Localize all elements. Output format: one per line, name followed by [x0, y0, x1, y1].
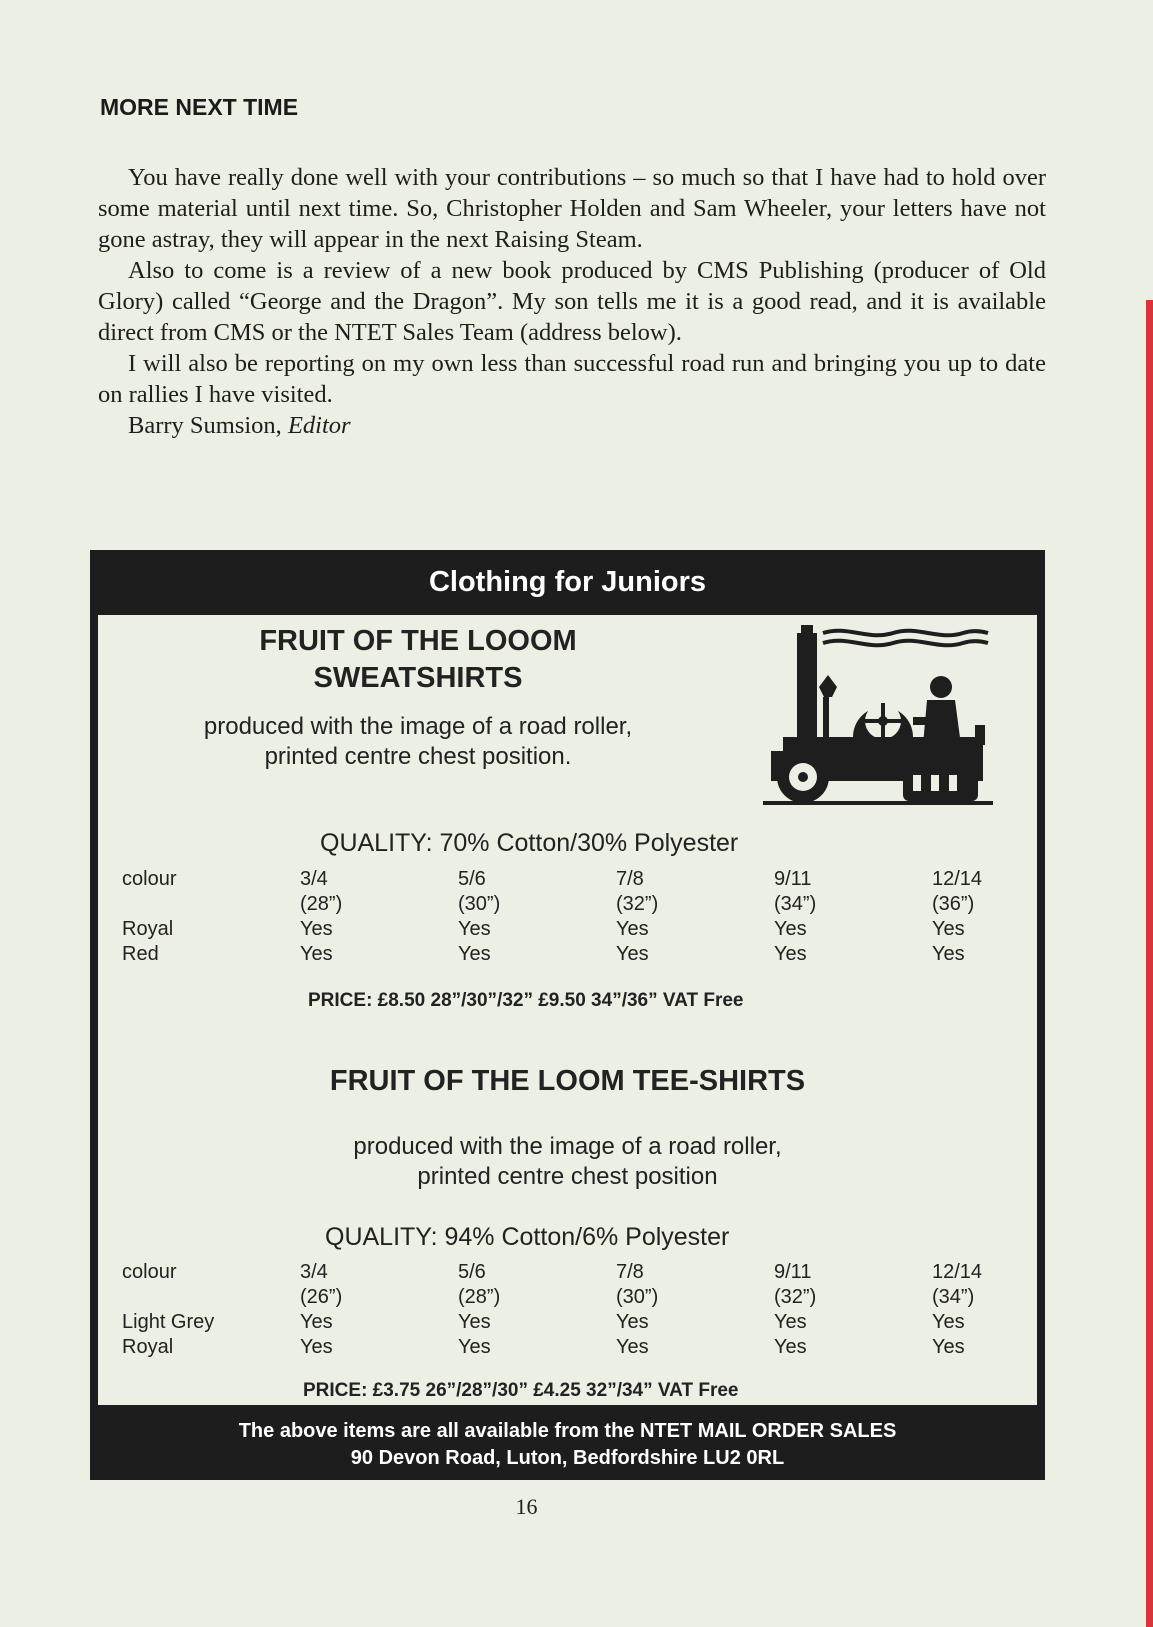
sweatshirt-title	[98, 623, 738, 697]
availability-cell: Yes	[300, 1336, 333, 1358]
size-header-row	[122, 1260, 1002, 1310]
availability-cell: Yes	[300, 1311, 333, 1333]
size-cell: 12/14 (36”)	[932, 868, 983, 915]
availability-cell: Yes	[458, 918, 491, 940]
size-cell: 7/8 (32”)	[616, 868, 659, 915]
availability-cell: Yes	[616, 1311, 649, 1333]
sweatshirt-size-table	[122, 867, 1002, 967]
teeshirt-size-table	[122, 1260, 1002, 1360]
advert-footer	[90, 1418, 1045, 1472]
availability-cell: Yes	[300, 943, 333, 965]
advert-body	[98, 615, 1037, 1405]
sweatshirt-title-line2: SWEATSHIRTS	[313, 662, 523, 694]
availability-cell: Yes	[774, 1336, 807, 1358]
size-cell: 9/11 (34”)	[774, 868, 817, 915]
colour-row	[122, 1335, 1002, 1360]
article-paragraph: Also to come is a review of a new book produced by CMS Publishing (producer of Old Glory) called “George and the Dragon”. My son tells me it is a good read, and it is available direct from CMS or the NTET Sales Team (address below).	[98, 257, 1046, 346]
availability-cell: Yes	[932, 943, 965, 965]
editor-role: Editor	[287, 412, 351, 439]
colour-header: colour	[122, 868, 177, 890]
availability-cell: Yes	[932, 1311, 965, 1333]
teeshirt-description	[98, 1132, 1037, 1192]
clothing-advert	[90, 550, 1045, 1480]
size-cell: 5/6 (28”)	[458, 1261, 501, 1308]
availability-cell: Yes	[616, 943, 649, 965]
availability-cell: Yes	[774, 1311, 807, 1333]
size-cell: 7/8 (30”)	[616, 1261, 659, 1308]
colour-label: Light Grey	[122, 1311, 215, 1333]
size-cell: 3/4 (28”)	[300, 868, 343, 915]
colour-label: Royal	[122, 918, 174, 940]
sweatshirt-description	[98, 712, 738, 772]
colour-label: Red	[122, 943, 159, 965]
availability-cell: Yes	[774, 943, 807, 965]
sweatshirt-desc-line1: produced with the image of a road roller,	[203, 713, 633, 740]
teeshirt-desc-line1: produced with the image of a road roller,	[353, 1133, 782, 1160]
availability-cell: Yes	[616, 1336, 649, 1358]
availability-cell: Yes	[932, 1336, 965, 1358]
teeshirt-price: PRICE: £3.75 26”/28”/30” £4.25 32”/34” VAT Free	[303, 1380, 739, 1401]
availability-cell: Yes	[774, 918, 807, 940]
sweatshirt-quality: QUALITY: 70% Cotton/30% Polyester	[320, 829, 739, 857]
editor-signature	[98, 410, 1046, 441]
availability-cell: Yes	[458, 1311, 491, 1333]
sweatshirt-desc-line2: printed centre chest position.	[264, 743, 572, 770]
size-cell: 9/11 (32”)	[774, 1261, 817, 1308]
article-paragraph: I will also be reporting on my own less than successful road run and bringing you up to date on rallies I have visited.	[98, 350, 1046, 408]
colour-label: Royal	[122, 1336, 174, 1358]
footer-line1: The above items are all available from the NTET MAIL ORDER SALES	[238, 1420, 897, 1442]
teeshirt-desc-line2: printed centre chest position	[417, 1163, 718, 1190]
size-cell: 3/4 (26”)	[300, 1261, 343, 1308]
section-heading: MORE NEXT TIME	[100, 94, 299, 120]
teeshirt-title: FRUIT OF THE LOOM TEE-SHIRTS	[329, 1065, 806, 1097]
sweatshirt-title-line1: FRUIT OF THE LOOOM	[259, 625, 577, 657]
size-header-row	[122, 867, 1002, 917]
size-cell: 12/14 (34”)	[932, 1261, 983, 1308]
colour-row	[122, 942, 1002, 967]
availability-cell: Yes	[458, 1336, 491, 1358]
editor-name: Barry Sumsion,	[128, 412, 282, 439]
colour-row	[122, 1310, 1002, 1335]
advert-title: Clothing for Juniors	[428, 566, 707, 598]
page-edge-stripe	[1146, 300, 1153, 1627]
colour-row	[122, 917, 1002, 942]
teeshirt-quality: QUALITY: 94% Cotton/6% Polyester	[325, 1223, 730, 1251]
footer-address: 90 Devon Road, Luton, Bedfordshire LU2 0RL	[350, 1447, 785, 1469]
availability-cell: Yes	[458, 943, 491, 965]
size-cell: 5/6 (30”)	[458, 868, 501, 915]
availability-cell: Yes	[300, 918, 333, 940]
steam-engine-icon	[763, 625, 993, 815]
availability-cell: Yes	[616, 918, 649, 940]
page-number: 16	[515, 1494, 538, 1519]
availability-cell: Yes	[932, 918, 965, 940]
editor-article	[98, 162, 1046, 441]
article-paragraph: You have really done well with your contributions – so much so that I have had to hold over some material until next time. So, Christopher Holden and Sam Wheeler, your letters have not gone astray, they will appear in the next Raising Steam.	[98, 164, 1046, 253]
colour-header: colour	[122, 1261, 177, 1283]
sweatshirt-price: PRICE: £8.50 28”/30”/32” £9.50 34”/36” VAT Free	[308, 990, 744, 1011]
